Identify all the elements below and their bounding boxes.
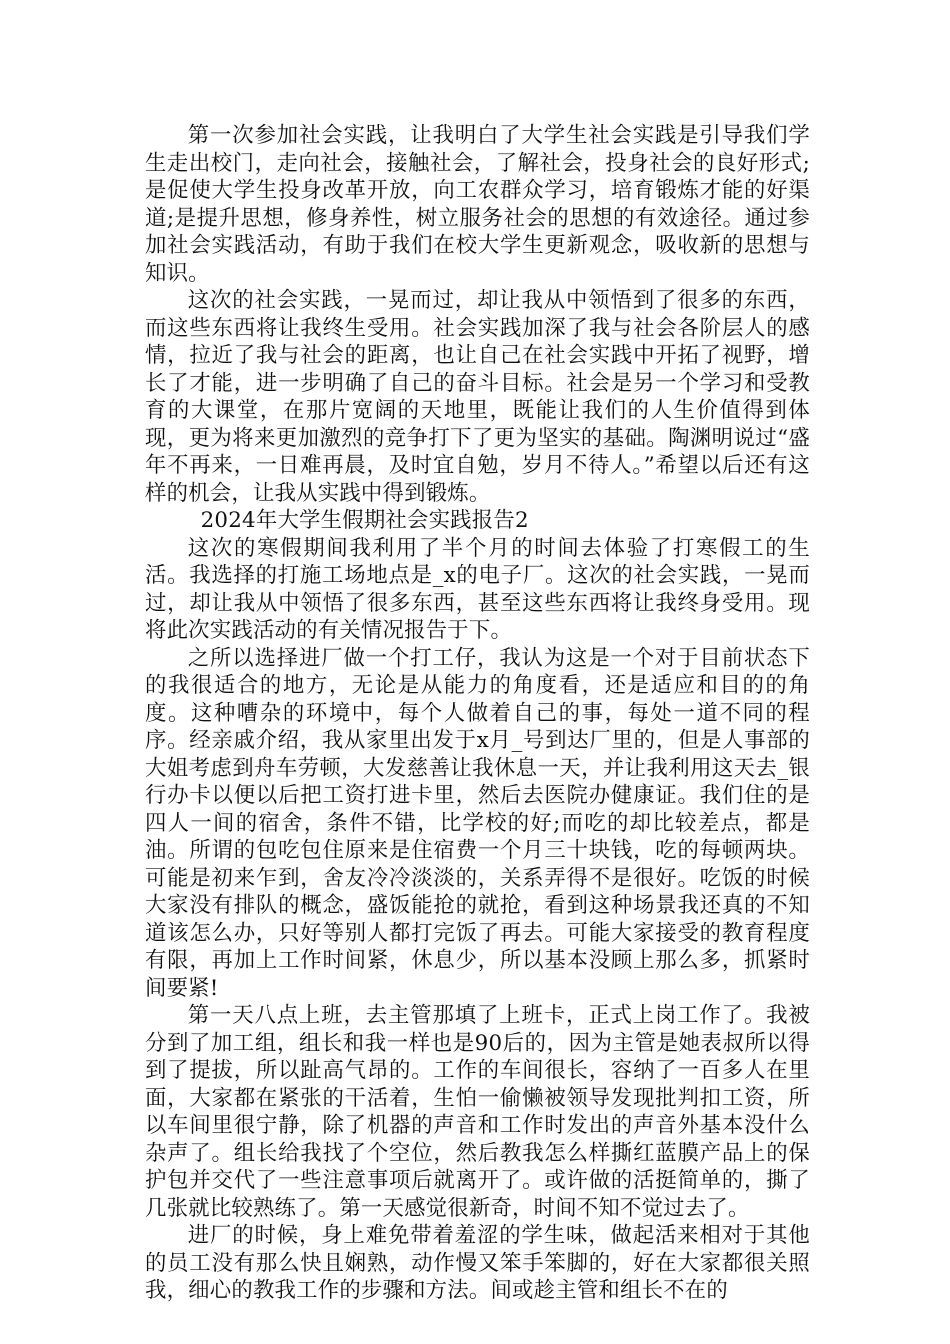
paragraph: 第一次参加社会实践，让我明白了大学生社会实践是引导我们学生走出校门，走向社会，接触社会，了解社会，投身社会的良好形式;是促使大学生投身改革开放，向工农群众学习，培育锻炼才能的好渠道;是提升思想，修身养性，树立服务社会的思想的有效途径。通过参加社会实践活动，有助于我们在校大学生更新观念，吸收新的思想与知识。 (145, 123, 810, 286)
paragraph: 进厂的时候，身上难免带着羞涩的学生味，做起活来相对于其他的员工没有那么快且娴熟，动作慢又笨手笨脚的，好在大家都很关照我，细心的教我工作的步骤和方法。间或趁主管和组长不在的 (145, 1223, 810, 1303)
section-heading: 2024年大学生假期社会实践报告2 (200, 508, 529, 533)
paragraph: 这次的社会实践，一晃而过，却让我从中领悟到了很多的东西，而这些东西将让我终生受用。社会实践加深了我与社会各阶层人的感情，拉近了我与社会的距离，也让自己在社会实践中开拓了视野，增长了才能，进一步明确了自己的奋斗目标。社会是另一个学习和受教育的大课堂，在那片宽阔的天地里，既能让我们的人生价值得到体现，更为将来更加激烈的竞争打下了更为坚实的基础。陶渊明说过“盛年不再来，一日难再晨，及时宜自勉，岁月不待人。”希望以后还有这样的机会，让我从实践中得到锻炼。 (145, 288, 810, 506)
document-body (145, 122, 810, 1305)
paragraph: 第一天八点上班，去主管那填了上班卡，正式上岗工作了。我被分到了加工组，组长和我一样也是90后的，因为主管是她表叔所以得到了提拔，所以趾高气昂的。工作的车间很长，容纳了一百多人在里面，大家都在紧张的干活着，生怕一偷懒被领导发现批判扣工资，所以车间里很宁静，除了机器的声音和工作时发出的声音外基本没什么杂声了。组长给我找了个空位，然后教我怎么样撕红蓝膜产品上的保护包并交代了一些注意事项后就离开了。或许做的活挺简单的，撕了几张就比较熟练了。第一天感觉很新奇，时间不知不觉过去了。 (145, 1003, 810, 1221)
paragraph: 之所以选择进厂做一个打工仔，我认为这是一个对于目前状态下的我很适合的地方，无论是从能力的角度看，还是适应和目的的角度。这种嘈杂的环境中，每个人做着自己的事，每处一道不同的程序。经亲戚介绍，我从家里出发于x月_号到达厂里的，但是人事部的大姐考虑到舟车劳顿，大发慈善让我休息一天，并让我利用这天去_银行办卡以便以后把工资打进卡里，然后去医院办健康证。我们住的是四人一间的宿舍，条件不错，比学校的好;而吃的却比较差点，都是油。所谓的包吃包住原来是住宿费一个月三十块钱，吃的每顿两块。可能是初来乍到，舍友冷冷淡淡的，关系弄得不是很好。吃饭的时候大家没有排队的概念，盛饭能抢的就抢，看到这种场景我还真的不知道该怎么办，只好等别人都打完饭了再去。可能大家接受的教育程度有限，再加上工作时间紧，休息少，所以基本没顾上那么多，抓紧时间要紧! (145, 645, 810, 1001)
paragraph: 这次的寒假期间我利用了半个月的时间去体验了打寒假工的生活。我选择的打施工场地点是_x的电子厂。这次的社会实践，一晃而过，却让我从中领悟了很多东西，甚至这些东西将让我终身受用。现将此次实践活动的有关情况报告于下。 (145, 535, 810, 643)
